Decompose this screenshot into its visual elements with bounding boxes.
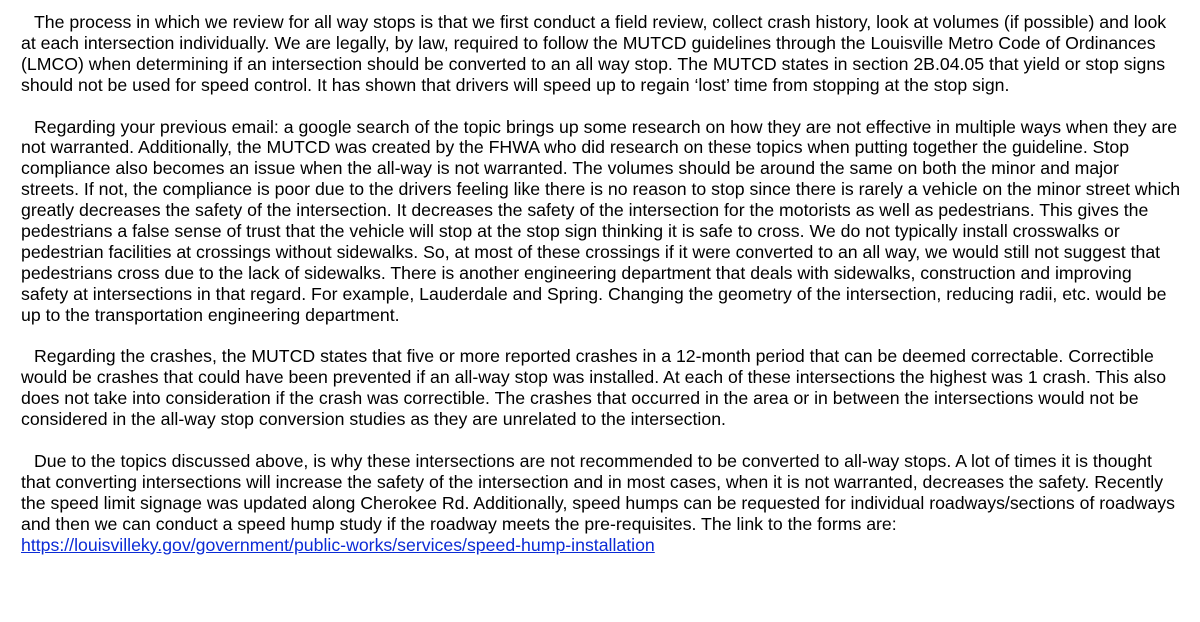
document-body <box>21 12 1181 556</box>
paragraph-crashes: Regarding the crashes, the MUTCD states that five or more reported crashes in a 12-month period that can be deemed correctable. Correctible would be crashes that could have been prevented if an all-way stop was installed. At each of these intersections the highest was 1 crash. This also does not take into consideration if the crash was correctible. The crashes that occurred in the area or in between the intersections would not be considered in the all-way stop conversion studies as they are unrelated to the intersection. <box>21 346 1167 430</box>
paragraph-conclusion <box>21 451 1181 556</box>
paragraph-conclusion-text: Due to the topics discussed above, is why these intersections are not recommended to be converted to all-way stops. A lot of times it is thought that converting intersections will increase the safety of the intersection and in most cases, when it is not warranted, decreases the safety. Recently the speed limit signage was updated along Cherokee Rd. Additionally, speed humps can be requested for individual roadways/sections of roadways and then we can conduct a speed hump study if the roadway meets the pre-requisites. The link to the forms are: <box>21 450 1175 534</box>
paragraph-review-process: The process in which we review for all way stops is that we first conduct a field review, collect crash history, look at volumes (if possible) and look at each intersection individually. We are legally, by law, required to follow the MUTCD guidelines through the Louisville Metro Code of Ordinances (LMCO) when determining if an intersection should be converted to an all way stop. The MUTCD states in section 2B.04.05 that yield or stop signs should not be used for speed control. It has shown that drivers will speed up to regain ‘lost’ time from stopping at the stop sign. <box>21 12 1167 95</box>
paragraph-previous-email: Regarding your previous email: a google search of the topic brings up some research on how they are not effective in multiple ways when they are not warranted. Additionally, the MUTCD was created by the FHWA who did research on these topics when putting together the guideline. Stop compliance also becomes an issue when the all-way is not warranted. The volumes should be around the same on both the minor and major streets. If not, the compliance is poor due to the drivers feeling like there is no reason to stop since there is rarely a vehicle on the minor street which greatly decreases the safety of the intersection. It decreases the safety of the intersection for the motorists as well as pedestrians. This gives the pedestrians a false sense of trust that the vehicle will stop at the stop sign thinking it is safe to cross. We do not typically install crosswalks or pedestrian facilities at crossings without sidewalks. So, at most of these crossings if it were converted to an all way, we would still not suggest that pedestrians cross due to the lack of sidewalks. There is another engineering department that deals with sidewalks, construction and improving safety at intersections in that regard. For example, Lauderdale and Spring. Changing the geometry of the intersection, reducing radii, etc. would be up to the transportation engineering department. <box>21 116 1181 325</box>
speed-hump-link[interactable]: https://louisvilleky.gov/government/public-works/services/speed-hump-installation <box>21 534 655 555</box>
